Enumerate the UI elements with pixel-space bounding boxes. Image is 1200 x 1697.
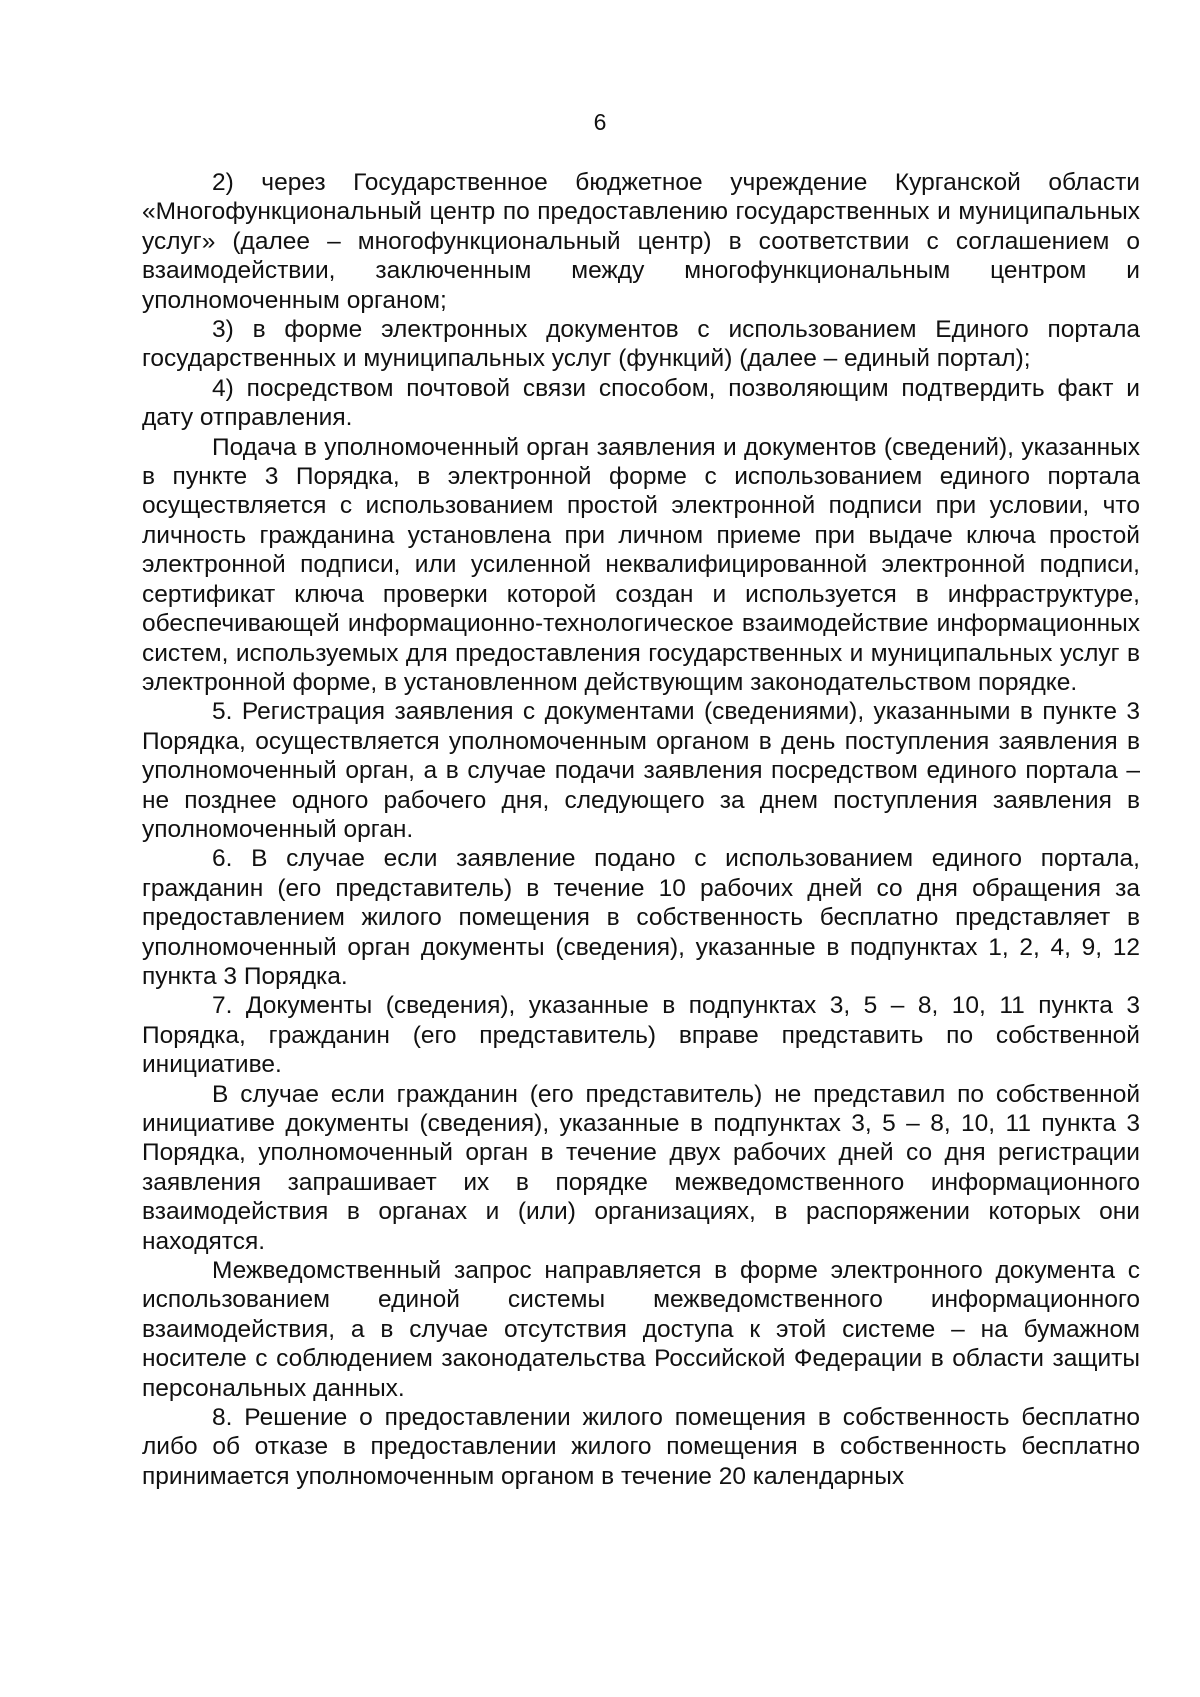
paragraph-item-3-electronic: 3) в форме электронных документов с использованием Единого портала государственных и муниципальных услуг (функций) (далее – единый портал); bbox=[142, 316, 1140, 373]
paragraph-clause-7-documents: 7. Документы (сведения), указанные в подпунктах 3, 5 – 8, 10, 11 пункта 3 Порядка, гражданин (его представитель) вправе представить по собственной инициативе. bbox=[142, 992, 1140, 1079]
paragraph-electronic-signature: Подача в уполномоченный орган заявления и документов (сведений), указанных в пункте 3 Порядка, в электронной форме с использованием единого портала осуществляется с использованием простой электронной подписи при условии, что личность гражданина установлена при личном приеме при выдаче ключа простой электронной подписи, или усиленной неквалифицированной электронной подписи, сертификат ключа проверки которой создан и используется в инфраструктуре, обеспечивающей информационно-технологическое взаимодействие информационных систем, используемых для предоставления государственных и муниципальных услуг в электронной форме, в установленном действующим законодательством порядке. bbox=[142, 433, 1140, 696]
document-body bbox=[142, 168, 1140, 1491]
paragraph-interagency-request: В случае если гражданин (его представитель) не представил по собственной инициативе документы (сведения), указанные в подпунктах 3, 5 – 8, 10, 11 пункта 3 Порядка, уполномоченный орган в течение двух рабочих дней со дня регистрации заявления запрашивает их в порядке межведомственного информационного взаимодействия в органах и (или) организациях, в распоряжении которых они находятся. bbox=[142, 1080, 1140, 1255]
paragraph-clause-5-registration: 5. Регистрация заявления с документами (сведениями), указанными в пункте 3 Порядка, осуществляется уполномоченным органом в день поступления заявления в уполномоченный орган, а в случае подачи заявления посредством единого портала – не позднее одного рабочего дня, следующего за днем поступления заявления в уполномоченный орган. bbox=[142, 698, 1140, 843]
paragraph-item-2-mfc: 2) через Государственное бюджетное учреждение Курганской области «Многофункциональный центр по предоставлению государственных и муниципальных услуг» (далее – многофункциональный центр) в соответствии с соглашением о взаимодействии, заключенным между многофункциональным центром и уполномоченным органом; bbox=[142, 169, 1140, 314]
paragraph-item-4-postal: 4) посредством почтовой связи способом, позволяющим подтвердить факт и дату отправления. bbox=[142, 374, 1140, 432]
paragraph-clause-8-decision: 8. Решение о предоставлении жилого помещения в собственность бесплатно либо об отказе в предоставлении жилого помещения в собственность бесплатно принимается уполномоченным органом в течение 20 календарных bbox=[142, 1404, 1140, 1490]
page-number: 6 bbox=[593, 109, 607, 135]
paragraph-clause-6-portal: 6. В случае если заявление подано с использованием единого портала, гражданин (его представитель) в течение 10 рабочих дней со дня обращения за предоставлением жилого помещения в собственность бесплатно представляет в уполномоченный орган документы (сведения), указанные в подпунктах 1, 2, 4, 9, 12 пункта 3 Порядка. bbox=[142, 845, 1140, 990]
paragraph-interagency-form: Межведомственный запрос направляется в форме электронного документа с использованием единой системы межведомственного информационного взаимодействия, а в случае отсутствия доступа к этой системе – на бумажном носителе с соблюдением законодательства Российской Федерации в области защиты персональных данных. bbox=[142, 1257, 1140, 1402]
